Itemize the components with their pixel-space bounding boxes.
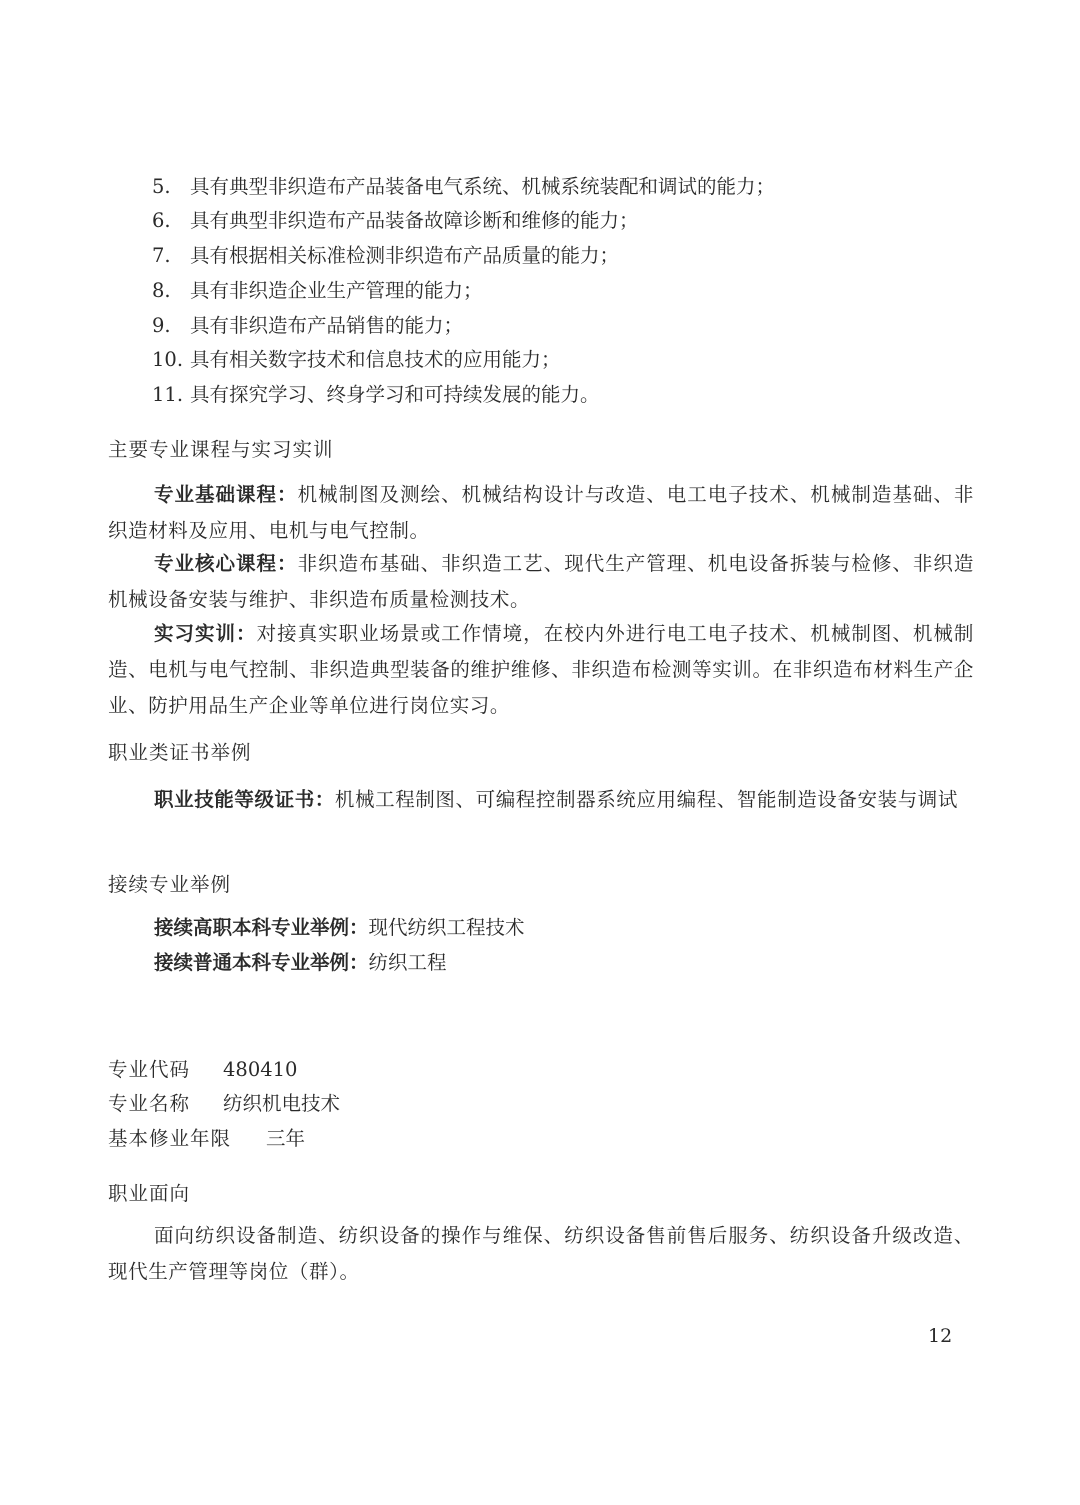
orientation-paragraph: 面向纺织设备制造、纺织设备的操作与维保、纺织设备售前售后服务、纺织设备升级改造、现代生产管理等岗位（群）。 xyxy=(108,1224,974,1283)
list-item xyxy=(152,241,619,271)
certificates-label: 职业技能等级证书： xyxy=(154,788,335,811)
list-item-text: 具有相关数字技术和信息技术的应用能力； xyxy=(190,348,561,371)
continuing-general-text: 纺织工程 xyxy=(368,951,447,974)
page-number: 12 xyxy=(928,1325,953,1347)
section-heading-continuing: 接续专业举例 xyxy=(108,873,232,896)
list-item-text: 具有非织造企业生产管理的能力； xyxy=(190,279,483,302)
foundation-courses-paragraph xyxy=(108,477,974,549)
certificates-paragraph xyxy=(108,782,974,818)
continuing-general-label: 接续普通本科专业举例： xyxy=(154,951,369,974)
list-item-number: 6. xyxy=(152,209,171,232)
list-item xyxy=(152,276,483,306)
list-item-number: 7. xyxy=(152,244,171,267)
foundation-courses-label: 专业基础课程： xyxy=(154,483,298,506)
list-item-number: 9. xyxy=(152,314,171,337)
list-item-number: 10. xyxy=(152,348,184,371)
section-heading-courses: 主要专业课程与实习实训 xyxy=(108,438,334,461)
major-code-line xyxy=(108,1055,297,1085)
list-item-number: 8. xyxy=(152,279,171,302)
list-item xyxy=(152,172,775,202)
certificates-text: 机械工程制图、可编程控制器系统应用编程、智能制造设备安装与调试 xyxy=(334,788,959,811)
continuing-higher-label: 接续高职本科专业举例： xyxy=(154,916,369,939)
core-courses-text: 非织造布基础、非织造工艺、现代生产管理、机电设备拆装与检修、非织造机械设备安装与维护、非织造布质量检测技术。 xyxy=(108,552,974,611)
list-item-text: 具有根据相关标准检测非织造布产品质量的能力； xyxy=(190,244,620,267)
practice-text: 对接真实职业场景或工作情境，在校内外进行电工电子技术、机械制图、机械制造、电机与电气控制、非织造典型装备的维护维修、非织造布检测等实训。在非织造布材料生产企业、防护用品生产企业等单位进行岗位实习。 xyxy=(108,622,974,717)
list-item-number: 11. xyxy=(152,383,184,406)
list-item-text: 具有典型非织造布产品装备故障诊断和维修的能力； xyxy=(190,209,639,232)
section-heading-certificates: 职业类证书举例 xyxy=(108,741,252,764)
list-item-text: 具有典型非织造布产品装备电气系统、机械系统装配和调试的能力； xyxy=(190,175,776,198)
list-item xyxy=(152,206,639,236)
list-item-text: 具有探究学习、终身学习和可持续发展的能力。 xyxy=(190,383,600,406)
continuing-higher-text: 现代纺织工程技术 xyxy=(368,916,525,939)
list-item-number: 5. xyxy=(152,175,171,198)
continuing-general-line xyxy=(154,948,447,978)
major-years-line xyxy=(108,1124,305,1154)
core-courses-paragraph xyxy=(108,546,974,618)
major-name-label: 专业名称 xyxy=(108,1092,191,1115)
continuing-higher-line xyxy=(154,913,525,943)
foundation-courses-text: 机械制图及测绘、机械结构设计与改造、电工电子技术、机械制造基础、非织造材料及应用、电机与电气控制。 xyxy=(108,483,974,542)
practice-paragraph xyxy=(108,616,974,724)
list-item xyxy=(152,345,561,375)
list-item xyxy=(152,380,600,410)
section-heading-orientation: 职业面向 xyxy=(108,1182,191,1205)
core-courses-label: 专业核心课程： xyxy=(154,552,298,575)
major-name-value: 纺织机电技术 xyxy=(223,1092,341,1115)
major-years-label: 基本修业年限 xyxy=(108,1127,232,1150)
list-item-text: 具有非织造布产品销售的能力； xyxy=(190,314,464,337)
major-code-label: 专业代码 xyxy=(108,1058,191,1081)
major-years-value: 三年 xyxy=(266,1127,306,1150)
practice-label: 实习实训： xyxy=(154,622,257,645)
major-name-line xyxy=(108,1089,340,1119)
list-item xyxy=(152,311,463,341)
major-code-value: 480410 xyxy=(223,1058,298,1081)
